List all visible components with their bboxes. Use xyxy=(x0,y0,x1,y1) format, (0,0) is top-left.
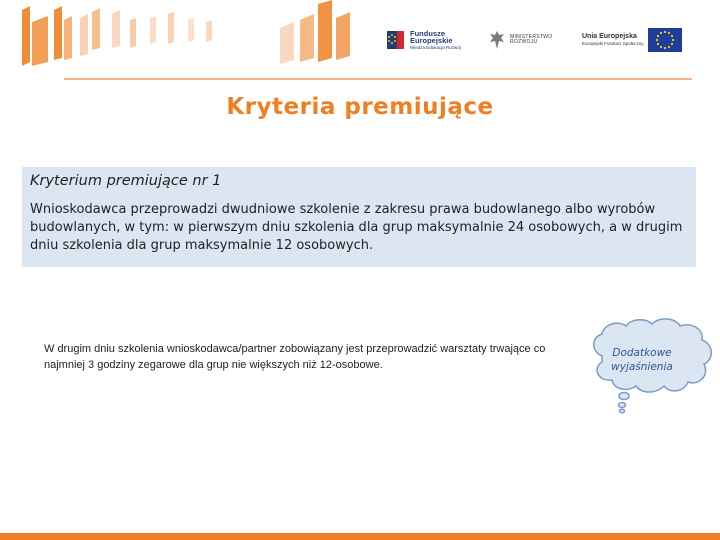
callout-line1: Dodatkowe xyxy=(612,347,672,359)
eagle-emblem-icon xyxy=(488,29,506,51)
fundusze-europejskie-logo xyxy=(386,22,476,58)
callout-label xyxy=(596,346,688,374)
header-divider xyxy=(64,78,692,80)
fe-sub: Wiedza Edukacja Rozwój xyxy=(410,44,461,50)
ue-line1: Unia Europejska xyxy=(582,33,637,41)
additional-note: W drugim dniu szkolenia wnioskodawca/partner zobowiązany jest przeprowadzić warsztaty trwające co najmniej 3 godziny zegarowe dla grup nie większych niż 12-osobowe. xyxy=(44,343,546,371)
ministerstwo-rozwoju-logo xyxy=(488,22,568,58)
criterion-heading: Kryterium premiujące nr 1 xyxy=(30,173,222,189)
partner-logos xyxy=(386,22,696,58)
min-line1: MINISTERSTWO xyxy=(510,34,553,40)
eu-flag-icon xyxy=(648,28,682,52)
min-line2: ROZWOJU xyxy=(510,39,538,45)
criterion-box xyxy=(22,167,696,267)
slide-title: Kryteria premiujące xyxy=(226,94,494,120)
ue-sub: Europejski Fundusz Społeczny xyxy=(582,41,644,47)
fe-line2: Europejskie xyxy=(410,36,453,46)
criterion-body: Wnioskodawca przeprowadzi dwudniowe szkolenie z zakresu prawa budowlanego albo wyrobów budowlanych, w tym: w pierwszym dniu szkolenia dla grup maksymalnie 24 osobowych, a w drugim dniu szkolenia dla grup maksymalnie 12 osobowych. xyxy=(30,202,683,253)
unia-europejska-logo xyxy=(582,22,698,58)
footer-bar xyxy=(0,533,720,540)
fe-emblem-icon xyxy=(386,29,406,51)
fe-line1: Fundusze xyxy=(410,28,445,38)
decorative-logo-blocks xyxy=(0,0,370,90)
callout-line2: wyjaśnienia xyxy=(611,361,673,373)
